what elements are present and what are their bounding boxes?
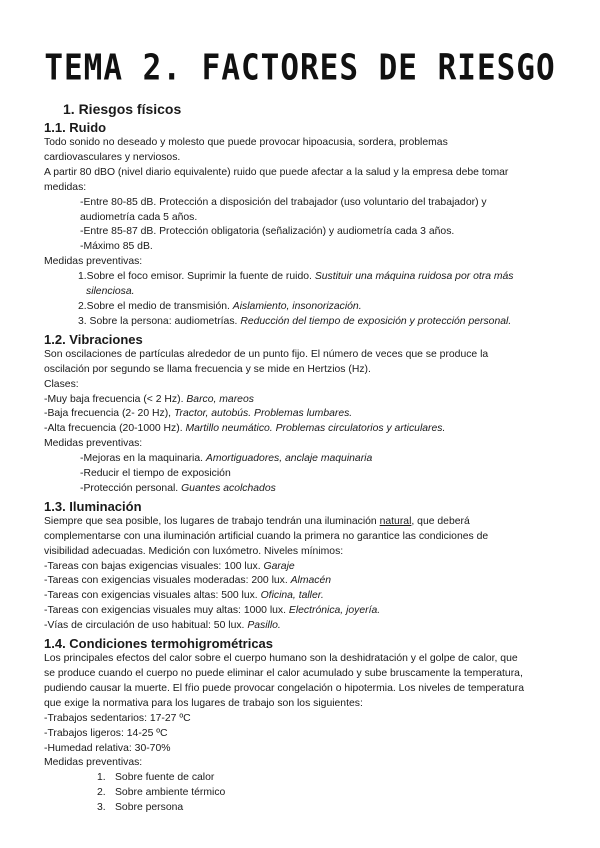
item-example: Barco, mareos	[186, 393, 254, 405]
item-example: Reducción del tiempo de exposición y protección personal.	[240, 315, 512, 327]
list-item: -Humedad relativa: 30-70%	[44, 742, 171, 754]
subsection-heading-vibraciones: 1.2. Vibraciones	[44, 331, 143, 347]
item-text: 3. Sobre la persona: audiometrías.	[78, 315, 241, 327]
section-riesgos-fisicos	[44, 100, 562, 816]
item-text: -Tareas con exigencias visuales moderadas: 200 lux.	[44, 575, 291, 587]
item-example: Amortiguadores, anclaje maquinaria	[205, 453, 373, 465]
underlined-word: natural	[379, 515, 412, 527]
item-text: -Baja frecuencia (2- 20 Hz),	[44, 408, 174, 420]
text-span: , que deberá	[411, 515, 470, 527]
item-number: 3.	[97, 802, 106, 814]
paragraph-line: cardiovasculares y nerviosos.	[44, 151, 181, 163]
paragraph-line: Todo sonido no deseado y molesto que puede provocar hipoacusia, sordera, problemas	[44, 137, 448, 148]
item-example: Electrónica, joyería.	[288, 605, 381, 617]
item-example: Sustituir una máquina ruidosa por otra más	[314, 271, 514, 283]
list-item: -Trabajos sedentarios: 17-27 ºC	[44, 712, 191, 724]
item-text: -Muy baja frecuencia (< 2 Hz).	[44, 393, 187, 405]
item-text: -Tareas con bajas exigencias visuales: 100 lux.	[44, 560, 264, 572]
item-example: Garaje	[263, 560, 295, 572]
item-number: 1.	[97, 772, 106, 784]
list-item	[44, 300, 562, 315]
list-item	[44, 619, 562, 634]
preventive-label: Medidas preventivas:	[44, 757, 143, 769]
item-text: 1.Sobre el foco emisor. Suprimir la fuente de ruido.	[78, 271, 315, 283]
page-title: TEMA 2. FACTORES DE RIESGO	[44, 47, 556, 89]
paragraph-line: oscilación por segundo se llama frecuencia y se mide en Hertzios (Hz).	[44, 363, 371, 375]
item-text: Sobre ambiente térmico	[115, 787, 226, 799]
item-example: Oficina, taller.	[260, 590, 324, 602]
clases-label: Clases:	[44, 378, 79, 390]
section-heading: 1. Riesgos físicos	[63, 101, 182, 117]
list-item	[44, 270, 562, 285]
item-number: 2.	[97, 787, 106, 799]
list-item	[44, 315, 562, 330]
item-text: -Vías de circulación de uso habitual: 50 lux.	[44, 620, 248, 632]
item-text: -Tareas con exigencias visuales altas: 500 lux.	[44, 590, 261, 602]
list-item: -Entre 85-87 dB. Protección obligatoria (señalización) y audiometría cada 3 años.	[80, 226, 455, 238]
paragraph-line: visibilidad adecuadas. Medición con luxómetro. Niveles mínimos:	[44, 545, 344, 557]
list-item: -Trabajos ligeros: 14-25 ºC	[44, 727, 168, 739]
paragraph-line: complementarse con una iluminación artificial cuando la primera no garantice las condiciones de	[44, 530, 489, 542]
item-text: -Tareas con exigencias visuales muy altas: 1000 lux.	[44, 605, 289, 617]
list-item	[44, 786, 562, 801]
item-text: Sobre fuente de calor	[115, 772, 215, 784]
list-item	[44, 452, 562, 467]
list-item	[44, 589, 562, 604]
list-item	[44, 574, 562, 589]
list-item	[44, 407, 562, 422]
item-text: Sobre persona	[115, 802, 184, 814]
item-text: 2.Sobre el medio de transmisión.	[78, 300, 233, 312]
paragraph-line: Son oscilaciones de partículas alrededor de un punto fijo. El número de veces que se produce la	[44, 348, 489, 360]
paragraph-line: Los principales efectos del calor sobre el cuerpo humano son la deshidratación y el golpe de calor, que	[44, 653, 518, 665]
list-item: -Máximo 85 dB.	[80, 241, 153, 253]
list-item	[44, 482, 562, 497]
paragraph-line: pudiendo causar la muerte. El fŕio puede provocar congelación o hipotermia. Los niveles de temperatura	[44, 682, 524, 694]
list-item	[44, 393, 562, 408]
list-item: -Entre 80-85 dB. Protección a disposición del trabajador (uso voluntario del trabajador) y	[80, 196, 487, 208]
subsection-heading-iluminacion: 1.3. Iluminación	[44, 498, 142, 514]
paragraph-line: medidas:	[44, 181, 87, 193]
list-item	[44, 801, 562, 816]
list-item	[44, 422, 562, 437]
item-text: -Mejoras en la maquinaria.	[80, 453, 206, 465]
preventive-label: Medidas preventivas:	[44, 256, 143, 268]
subsection-heading-termohigrometricas: 1.4. Condiciones termohigrométricas	[44, 636, 274, 652]
item-example: Guantes acolchados	[181, 482, 276, 494]
paragraph-line: se produce cuando el cuerpo no puede eliminar el calor acumulado y sube bruscamente la temperatura,	[44, 668, 523, 679]
item-example: Tractor, autobús. Problemas lumbares.	[173, 408, 353, 420]
item-text: -Alta frecuencia (20-1000 Hz).	[44, 423, 186, 435]
text-span: Siempre que sea posible, los lugares de trabajo tendrán una iluminación	[44, 515, 380, 527]
paragraph-line	[44, 515, 562, 530]
item-example: Almacén	[290, 575, 332, 587]
paragraph-line: A partir 80 dBO (nivel diario equivalente) ruido que puede afectar a la salud y la empresa debe tomar	[44, 166, 509, 178]
item-example: Martillo neumático. Problemas circulatorios y articulares.	[185, 423, 446, 435]
list-item	[44, 771, 562, 786]
subsection-heading-ruido: 1.1. Ruido	[44, 120, 107, 135]
list-item	[44, 604, 562, 619]
item-example: Aislamiento, insonorización.	[232, 300, 362, 312]
list-item-cont: audiometría cada 5 años.	[80, 211, 198, 223]
item-example: Pasillo.	[247, 620, 281, 632]
list-item-cont: silenciosa.	[86, 286, 135, 298]
preventive-label: Medidas preventivas:	[44, 438, 143, 450]
list-item: -Reducir el tiempo de exposición	[80, 468, 231, 480]
item-text: -Protección personal.	[80, 482, 182, 494]
paragraph-line: que exige la normativa para los lugares de trabajo son los siguientes:	[44, 697, 363, 709]
list-item	[44, 560, 562, 575]
